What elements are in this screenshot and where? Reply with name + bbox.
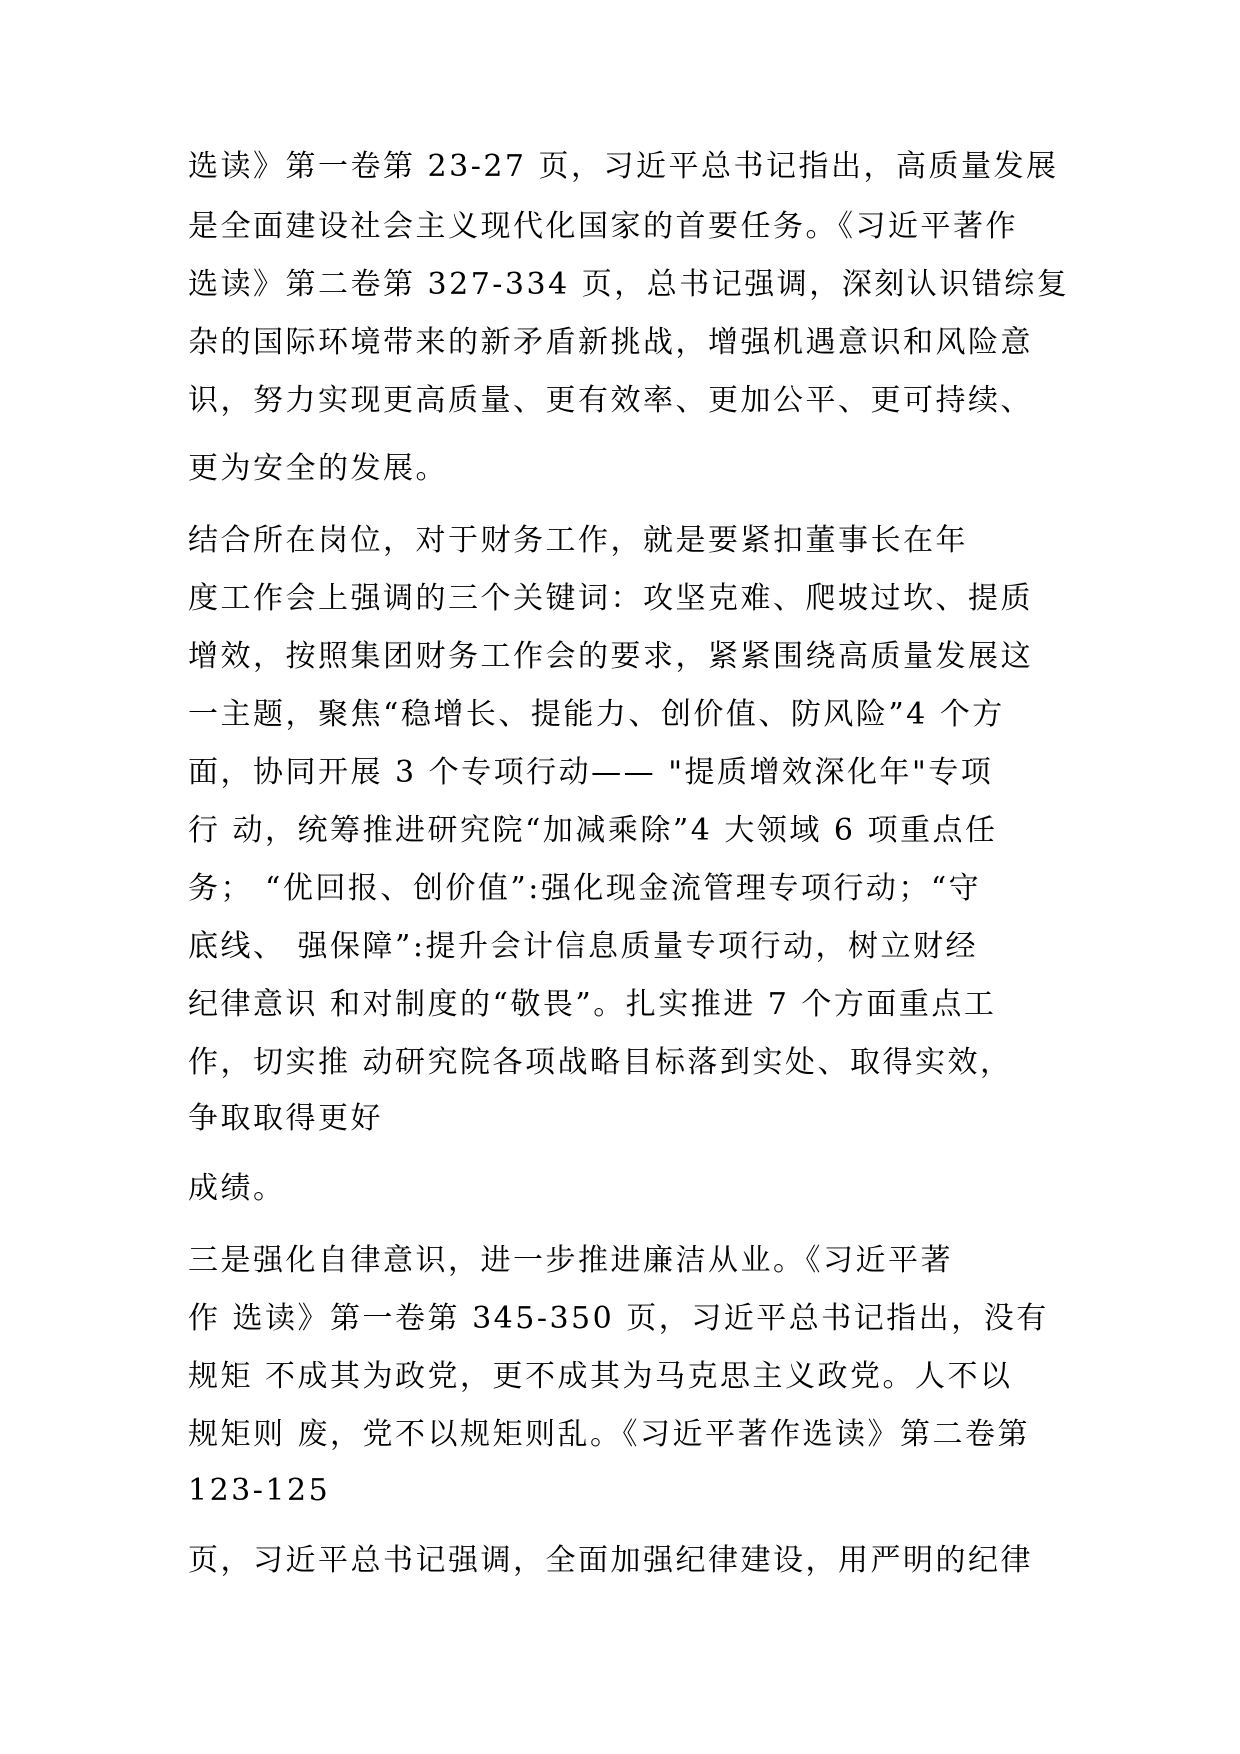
text-line: 争取取得更好: [188, 1101, 383, 1136]
text-line: 结合所在岗位，对于财务工作，就是要紧扣董事长在年: [188, 523, 968, 558]
text-line: 面，协同开展 3 个专项行动—— "提质增效深化年"专项: [188, 755, 994, 790]
text-line: 三是强化自律意识，进一步推进廉洁从业。《习近平著: [188, 1243, 953, 1278]
text-line: 行 动，统筹推进研究院“加减乘除”4 大领域 6 项重点任: [188, 813, 998, 848]
text-line: 123-125: [188, 1473, 331, 1508]
text-line: 杂的国际环境带来的新矛盾新挑战，增强机遇意识和风险意: [188, 325, 1033, 360]
text-line: 选读》第一卷第 23-27 页，习近平总书记指出，高质量发展: [188, 149, 1059, 184]
text-line: 是全面建设社会主义现代化国家的首要任务。《习近平著作: [188, 209, 1018, 244]
text-line: 更为安全的发展。: [188, 451, 448, 486]
text-line: 识，努力实现更高质量、更有效率、更加公平、更可持续、: [188, 383, 1033, 418]
text-line: 一主题，聚焦“稳增长、提能力、创价值、防风险”4 个方: [188, 697, 1005, 732]
text-line: 选读》第二卷第 327-334 页，总书记强调，深刻认识错综复: [188, 267, 1070, 302]
text-line: 页，习近平总书记强调，全面加强纪律建设，用严明的纪律: [188, 1543, 1033, 1578]
text-line: 规矩 不成其为政党，更不成其为马克思主义政党。人不以: [188, 1359, 1013, 1394]
text-line: 纪律意识 和对制度的“敬畏”。扎实推进 7 个方面重点工: [188, 987, 997, 1022]
text-line: 作，切实推 动研究院各项战略目标落到实处、取得实效，: [188, 1045, 1013, 1080]
text-line: 规矩则 废，党不以规矩则乱。《习近平著作选读》第二卷第: [188, 1417, 1031, 1452]
text-line: 度工作会上强调的三个关键词：攻坚克难、爬坡过坎、提质: [188, 581, 1033, 616]
text-line: 增效，按照集团财务工作会的要求，紧紧围绕高质量发展这: [188, 639, 1033, 674]
text-line: 作 选读》第一卷第 345-350 页，习近平总书记指出，没有: [188, 1301, 1049, 1336]
text-line: 成绩。: [188, 1171, 286, 1206]
text-line: 底线、 强保障”:提升会计信息质量专项行动，树立财经: [188, 929, 978, 964]
text-line: 务； “优回报、创价值”:强化现金流管理专项行动；“守: [188, 871, 982, 906]
